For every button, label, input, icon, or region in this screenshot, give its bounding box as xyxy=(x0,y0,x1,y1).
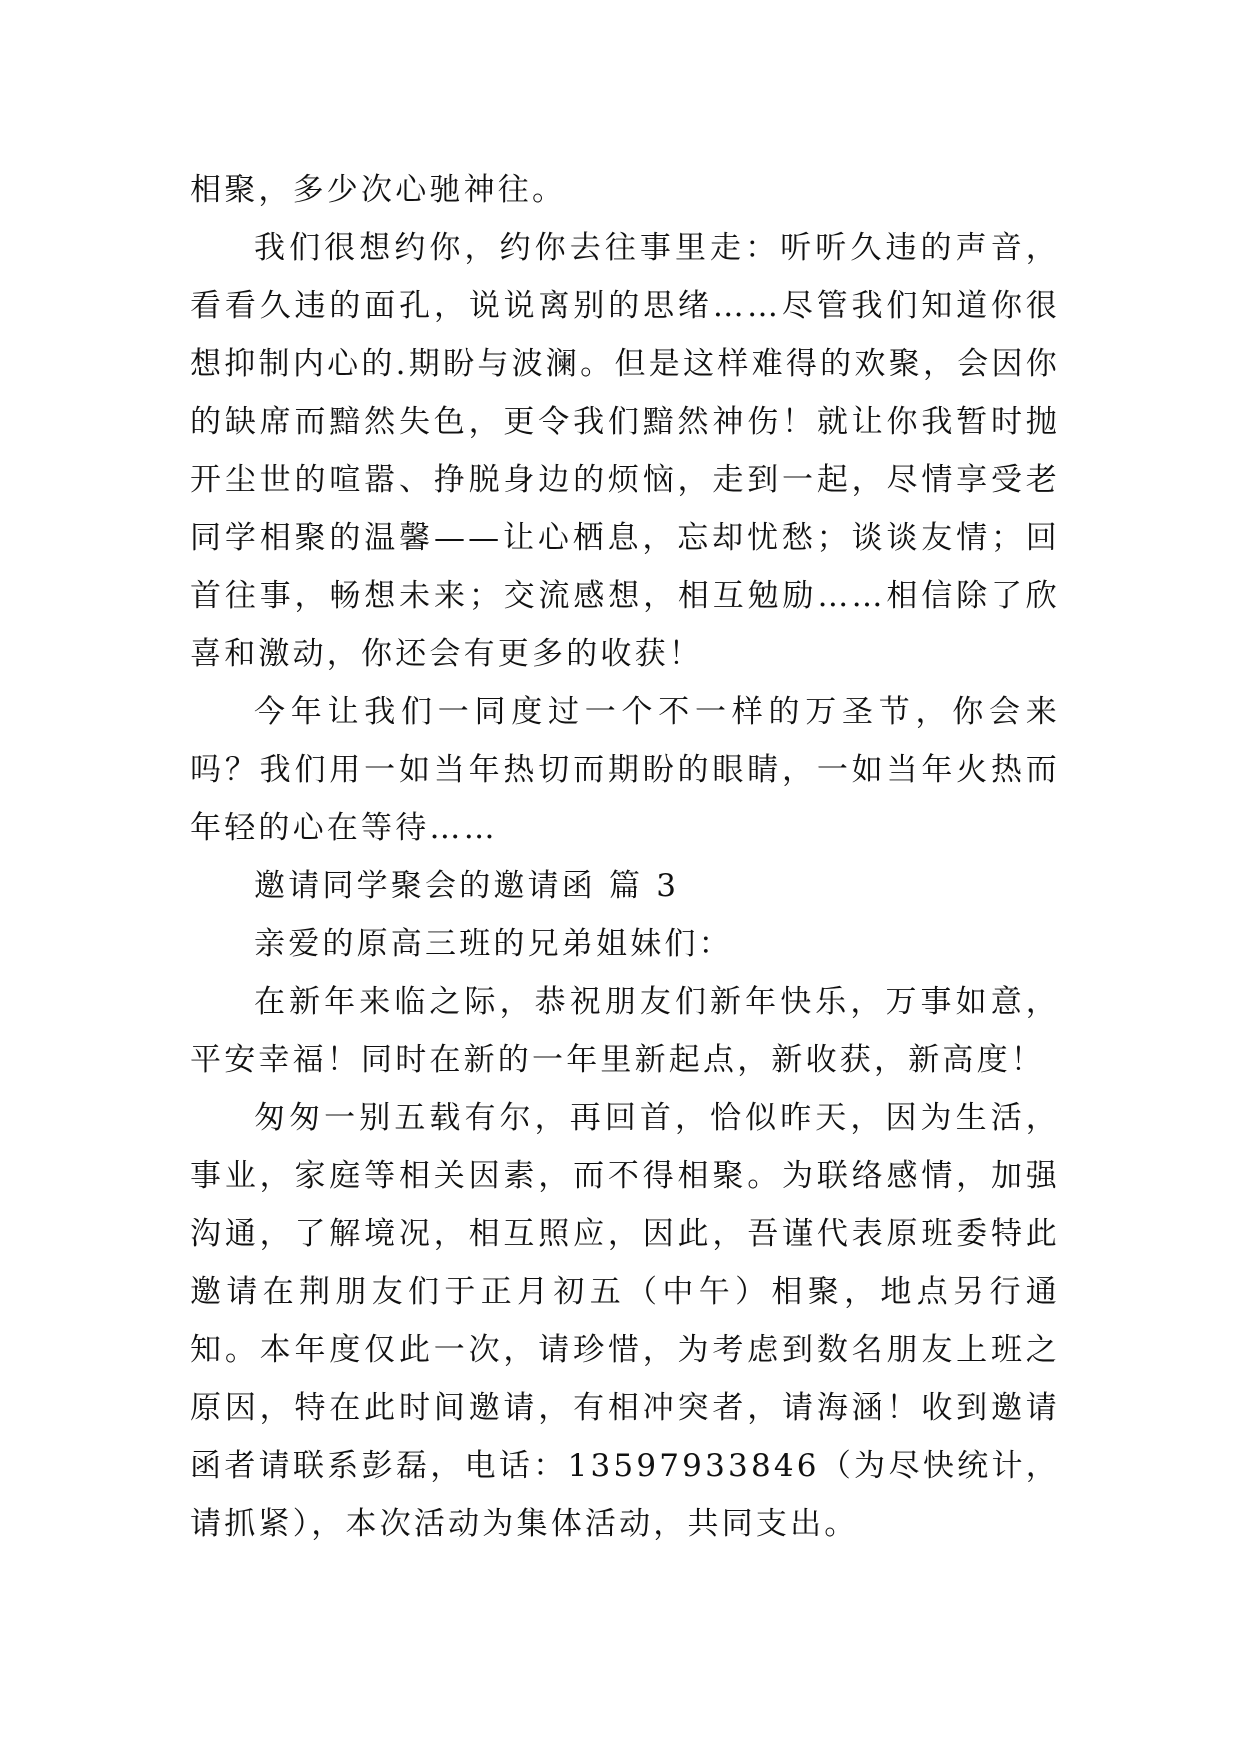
paragraph-invitation: 我们很想约你，约你去往事里走：听听久违的声音，看看久违的面孔，说说离别的思绪……尽管我们知道你很想抑制内心的.期盼与波澜。但是这样难得的欢聚，会因你的缺席而黯然失色，更令我们黯然神伤！就让你我暂时抛开尘世的喧嚣、挣脱身边的烦恼，走到一起，尽情享受老同学相聚的温馨——让心栖息，忘却忧愁；谈谈友情；回首往事，畅想未来；交流感想，相互勉励……相信除了欣喜和激动，你还会有更多的收获！ xyxy=(190,230,1060,672)
paragraph-continuation: 相聚，多少次心驰神往。 xyxy=(190,172,567,208)
section-heading: 邀请同学聚会的邀请函 篇 3 xyxy=(254,868,680,904)
paragraph-halloween: 今年让我们一同度过一个不一样的万圣节，你会来吗？我们用一如当年热切而期盼的眼睛，一如当年火热而年轻的心在等待…… xyxy=(190,694,1060,846)
salutation: 亲爱的原高三班的兄弟姐妹们： xyxy=(254,926,733,962)
paragraph-new-year: 在新年来临之际，恭祝朋友们新年快乐，万事如意，平安幸福！同时在新的一年里新起点，新收获，新高度！ xyxy=(190,984,1060,1078)
paragraph-gathering-details: 匆匆一别五载有尔，再回首，恰似昨天，因为生活，事业，家庭等相关因素，而不得相聚。为联络感情，加强沟通，了解境况，相互照应，因此，吾谨代表原班委特此邀请在荆朋友们于正月初五（中午）相聚，地点另行通知。本年度仅此一次，请珍惜，为考虑到数名朋友上班之原因，特在此时间邀请，有相冲突者，请海涵！收到邀请函者请联系彭磊，电话：13597933846（为尽快统计，请抓紧），本次活动为集体活动，共同支出。 xyxy=(190,1100,1060,1542)
document-body xyxy=(190,161,1060,1553)
